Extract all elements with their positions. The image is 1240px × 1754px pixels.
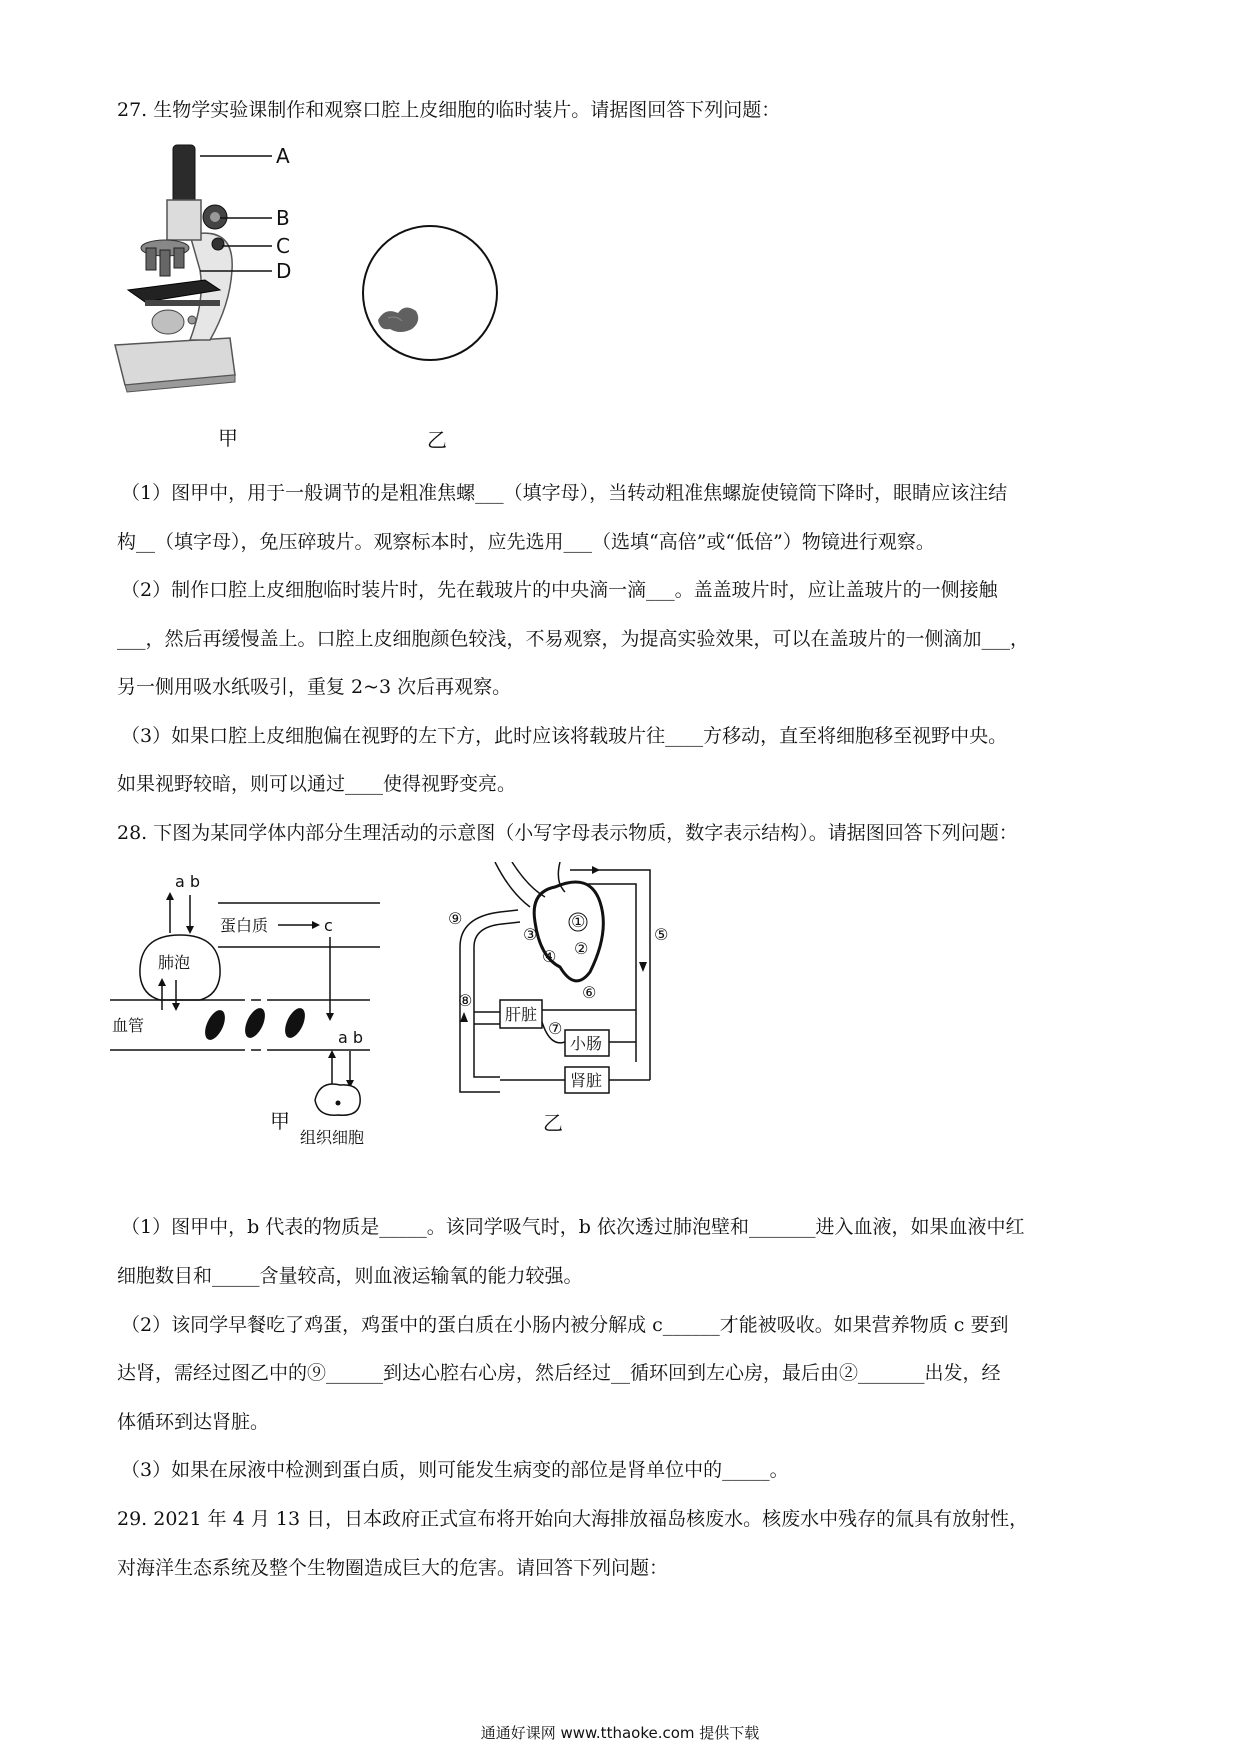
label-tissue-cell: 组织细胞 — [300, 1128, 365, 1147]
caption-q28-yi: 乙 — [543, 1111, 563, 1135]
q27-part1-line1: （1）图甲中，用于一般调节的是粗准焦螺___（填字母），当转动粗准焦螺旋使镜筒下降时，眼睛应该注结 — [121, 482, 1008, 504]
label-n7: ⑦ — [548, 1019, 563, 1038]
caption-jia: 甲 — [218, 426, 238, 450]
q27-part1-line2: 构__（填字母），免压碎玻片。观察标本时，应先选用___（选填“高倍”或“低倍”）物镜进行观察。 — [117, 531, 935, 553]
label-n6: ⑥ — [582, 983, 597, 1002]
q28-part2-line3: 体循环到达肾脏。 — [117, 1411, 270, 1433]
label-intestine: 小肠 — [570, 1034, 603, 1053]
q29-line1: 29. 2021 年 4 月 13 日，日本政府正式宣布将开始向大海排放福岛核废水。核废水中残存的氚具有放射性， — [117, 1508, 1029, 1530]
q27-part2-line2: ___，然后再缓慢盖上。口腔上皮细胞颜色较浅，不易观察，为提高实验效果，可以在盖玻片的一侧滴加___， — [117, 628, 1030, 650]
microscope-labels — [200, 140, 330, 300]
label-n5: ⑤ — [654, 925, 669, 944]
label-n4: ④ — [542, 947, 557, 966]
q27-part3-line2: 如果视野较暗，则可以通过____使得视野变亮。 — [117, 773, 517, 795]
label-alveolus: 肺泡 — [158, 953, 191, 972]
q28-part1-line1: （1）图甲中，b 代表的物质是_____。该同学吸气时，b 依次透过肺泡壁和_______进入血液，如果血液中红 — [121, 1216, 1025, 1238]
q27-part2-line3: 另一侧用吸水纸吸引，重复 2~3 次后再观察。 — [117, 676, 512, 698]
caption-yi: 乙 — [427, 428, 447, 452]
q29-line2: 对海洋生态系统及整个生物圈造成巨大的危害。请回答下列问题： — [117, 1557, 669, 1579]
label-ab-top: a b — [175, 872, 201, 891]
fig27-captions — [200, 420, 460, 460]
label-n3: ③ — [523, 925, 538, 944]
label-B: B — [276, 206, 290, 230]
label-n2: ② — [574, 939, 589, 958]
circulation-figure — [440, 862, 680, 1102]
field-of-view-figure — [350, 225, 520, 385]
q28-part1-line2: 细胞数目和_____含量较高，则血液运输氧的能力较强。 — [117, 1265, 583, 1287]
label-n1: ① — [571, 912, 586, 931]
label-n9: ⑨ — [448, 909, 463, 928]
label-vessel: 血管 — [112, 1016, 145, 1035]
label-liver: 肝脏 — [505, 1005, 538, 1024]
label-protein: 蛋白质 — [220, 916, 269, 935]
label-n8: ⑧ — [458, 991, 473, 1010]
label-D: D — [276, 259, 292, 283]
q27-stem: 27. 生物学实验课制作和观察口腔上皮细胞的临时装片。请据图回答下列问题： — [117, 99, 781, 121]
label-C: C — [276, 234, 290, 258]
q27-part3-line1: （3）如果口腔上皮细胞偏在视野的左下方，此时应该将载玻片往____方移动，直至将细胞移至视野中央。 — [121, 725, 1008, 747]
q28-part2-line2: 达肾，需经过图乙中的⑨______到达心腔右心房，然后经过__循环回到左心房，最后由②_______出发，经 — [117, 1362, 1001, 1384]
label-ab-bottom: a b — [338, 1028, 364, 1047]
caption-q28-jia: 甲 — [270, 1109, 290, 1133]
page-footer: 通通好课网 www.tthaoke.com 提供下载 — [480, 1724, 760, 1742]
label-kidney: 肾脏 — [570, 1071, 603, 1090]
label-A: A — [276, 144, 290, 168]
q28-part3-line1: （3）如果在尿液中检测到蛋白质，则可能发生病变的部位是肾单位中的_____。 — [121, 1459, 789, 1481]
q28-stem: 28. 下图为某同学体内部分生理活动的示意图（小写字母表示物质，数字表示结构）。请据图回答下列问题： — [117, 822, 1018, 844]
q28-part2-line1: （2）该同学早餐吃了鸡蛋，鸡蛋中的蛋白质在小肠内被分解成 c______才能被吸收。如果营养物质 c 要到 — [121, 1314, 1009, 1336]
q27-part2-line1: （2）制作口腔上皮细胞临时装片时，先在载玻片的中央滴一滴___。盖盖玻片时，应让盖玻片的一侧接触 — [121, 579, 998, 601]
label-c: c — [324, 916, 333, 935]
